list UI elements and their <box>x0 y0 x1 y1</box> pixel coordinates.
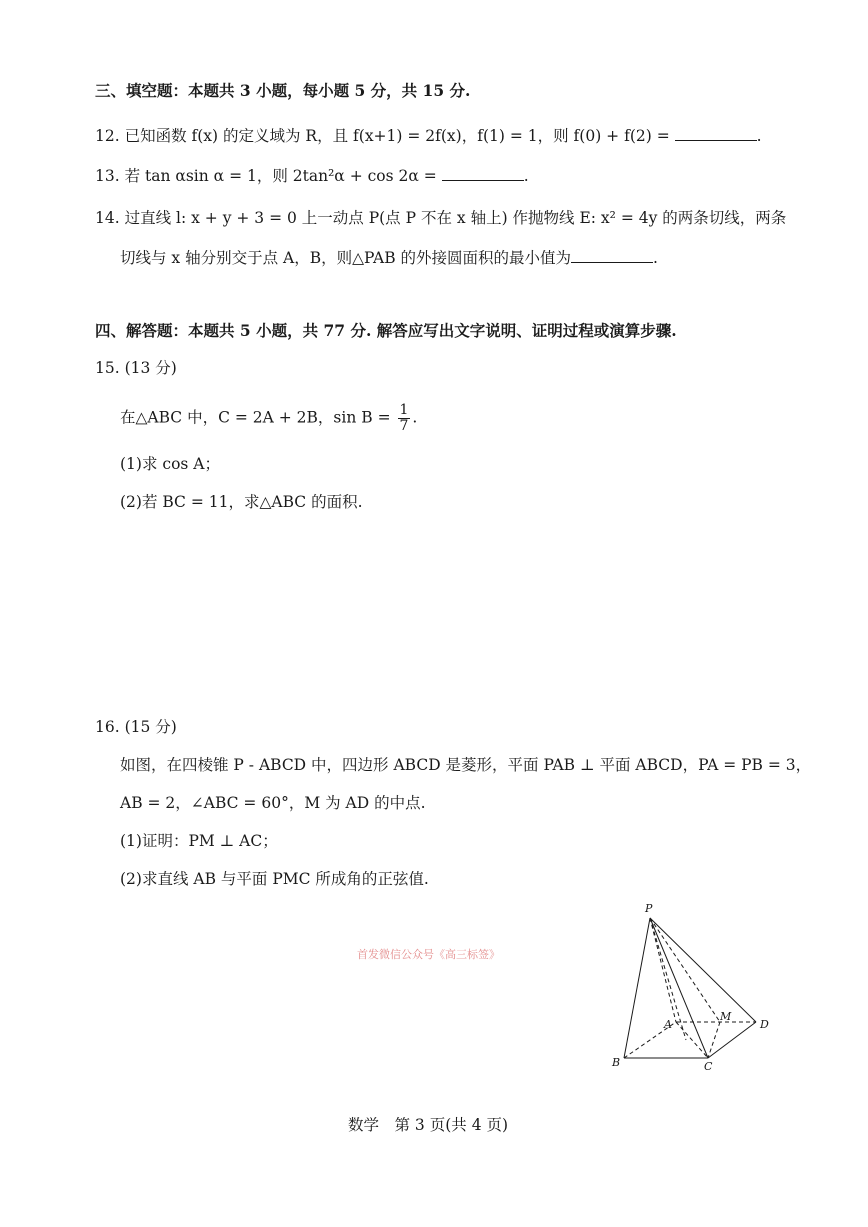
edge-PM <box>650 918 720 1022</box>
period: . <box>653 249 658 267</box>
label-B: B <box>612 1056 621 1069</box>
question-15-part1: (1)求 cos A； <box>120 455 220 473</box>
question-15-number: 15. (13 分) <box>95 359 177 377</box>
question-14-line1: 14. 过直线 l: x + y + 3 = 0 上一动点 P(点 P 不在 x 轴上) 作抛物线 E: x² = 4y 的两条切线，两条 <box>95 209 787 227</box>
edge-PD <box>650 918 756 1022</box>
edge-PB <box>624 918 650 1058</box>
page-footer: 数学 第 3 页(共 4 页) <box>348 1116 509 1134</box>
edge-MC <box>708 1022 720 1058</box>
question-16-stem1: 如图，在四棱锥 P - ABCD 中，四边形 ABCD 是菱形，平面 PAB ⊥ 平面 ABCD，PA = PB = 3， <box>120 756 812 774</box>
section4-header: 四、解答题：本题共 5 小题，共 77 分. 解答应写出文字说明、证明过程或演算步骤. <box>95 321 677 340</box>
question-16-part1: (1)证明：PM ⊥ AC； <box>120 832 278 850</box>
question-14-text: 切线与 x 轴分别交于点 A，B，则△PAB 的外接圆面积的最小值为 <box>120 249 572 267</box>
label-D: D <box>760 1018 769 1031</box>
period: . <box>412 408 418 427</box>
question-16-stem2: AB = 2，∠ABC = 60°，M 为 AD 的中点. <box>120 794 426 812</box>
section3-header: 三、填空题：本题共 3 小题，每小题 5 分，共 15 分. <box>95 81 471 100</box>
edge-AC <box>676 1022 708 1058</box>
period: . <box>523 167 529 185</box>
edge-PC <box>650 918 708 1058</box>
question-15-stem-text: 在△ABC 中，C = 2A + 2B，sin B = <box>120 408 391 427</box>
edge-PA <box>650 918 676 1022</box>
period: . <box>756 127 762 145</box>
question-13-text: 13. 若 tan αsin α = 1，则 2tan²α + cos 2α = <box>95 167 437 185</box>
fraction-numerator: 1 <box>399 402 409 418</box>
question-15-part2: (2)若 BC = 11，求△ABC 的面积. <box>120 493 363 511</box>
question-16-number: 16. (15 分) <box>95 718 177 736</box>
label-A: A <box>664 1018 672 1031</box>
fraction-denominator: 7 <box>399 418 409 434</box>
label-C: C <box>704 1060 713 1073</box>
label-P: P <box>645 902 653 915</box>
edge-CD <box>708 1022 756 1058</box>
question-12-text: 12. 已知函数 f(x) 的定义域为 R，且 f(x+1) = 2f(x)，f(1) = 1，则 f(0) + f(2) = <box>95 127 670 145</box>
watermark: 首发微信公众号《高三标签》 <box>357 948 500 961</box>
label-M: M <box>720 1010 732 1023</box>
question-16-part2: (2)求直线 AB 与平面 PMC 所成角的正弦值. <box>120 870 429 888</box>
